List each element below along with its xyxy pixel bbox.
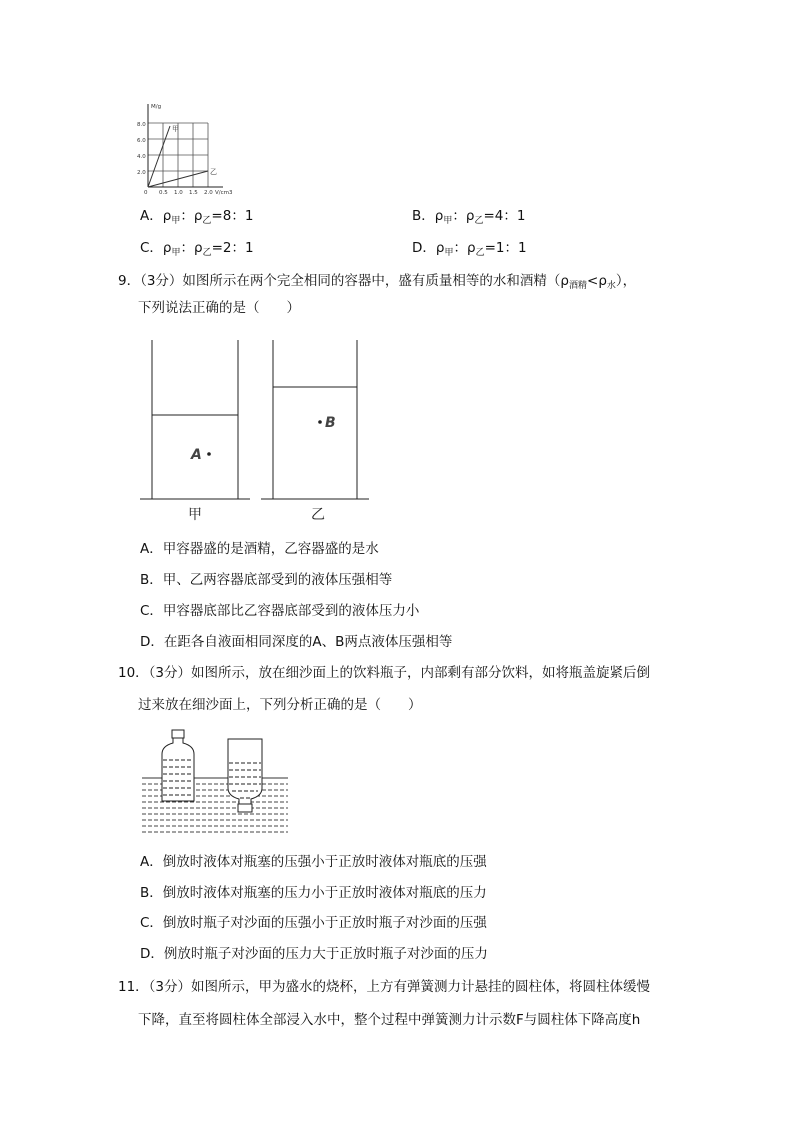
x-axis-label: V/cm3 — [215, 190, 233, 196]
q10-option-c[interactable]: C．倒放时瓶子对沙面的压强小于正放时瓶子对沙面的压强 — [140, 915, 487, 931]
line-jia — [148, 126, 170, 187]
container-label-jia: 甲 — [188, 507, 202, 523]
y-axis-label: M/g — [151, 104, 162, 110]
container-label-yi: 乙 — [311, 507, 325, 523]
question-10-stem-line2: 过来放在细沙面上，下列分析正确的是（ ） — [138, 697, 422, 713]
q10-option-b[interactable]: B．倒放时液体对瓶塞的压力小于正放时液体对瓶底的压力 — [140, 885, 487, 901]
x-tick-label: 1.5 — [189, 190, 198, 196]
option-d[interactable]: D．$\rho_甲$：$\rho_乙=1$：1 — [412, 240, 527, 258]
point-a-label: A — [191, 447, 202, 463]
q9-option-a[interactable]: A．甲容器盛的是酒精，乙容器盛的是水 — [140, 541, 379, 557]
two-containers-figure — [140, 336, 370, 526]
q9-option-b[interactable]: B．甲、乙两容器底部受到的液体压强相等 — [140, 572, 393, 588]
bottles-on-sand-figure — [140, 726, 290, 840]
x-tick-label: 1.0 — [174, 190, 183, 196]
question-11-stem-line2: 下降，直至将圆柱体全部浸入水中，整个过程中弹簧测力计示数F与圆柱体下降高度h — [138, 1012, 641, 1028]
q10-option-d[interactable]: D．例放时瓶子对沙面的压力大于正放时瓶子对沙面的压力 — [140, 946, 488, 962]
y-tick-label: 4.0 — [137, 154, 146, 160]
question-9-stem-line1: 9．（3分）如图所示在两个完全相同的容器中，盛有质量相等的水和酒精$(\rho_{酒精}<\rho_水)$， — [118, 273, 637, 291]
x-tick-label: 2.0 — [204, 190, 213, 196]
point-b-label: B — [325, 415, 336, 431]
bottle-upright — [162, 738, 194, 801]
y-tick-label: 8.0 — [137, 122, 146, 128]
cap-inverted — [238, 804, 252, 812]
q10-option-a[interactable]: A．倒放时液体对瓶塞的压强小于正放时液体对瓶底的压强 — [140, 854, 487, 870]
question-11-stem-line1: 11．（3分）如图所示，甲为盛水的烧杯，上方有弹簧测力计悬挂的圆柱体，将圆柱体缓慢 — [118, 979, 651, 995]
q9-option-c[interactable]: C．甲容器底部比乙容器底部受到的液体压力小 — [140, 603, 420, 619]
question-9-stem-line2: 下列说法正确的是（ ） — [138, 300, 300, 316]
point-b-dot — [318, 420, 322, 424]
mass-volume-graph — [135, 98, 245, 198]
x-tick-label: 0.5 — [159, 190, 168, 196]
y-tick-label: 6.0 — [137, 138, 146, 144]
q9-option-d[interactable]: D．在距各自液面相同深度的A、B两点液体压强相等 — [140, 634, 453, 650]
y-tick-label: 2.0 — [137, 170, 146, 176]
bottle-inverted — [228, 739, 262, 804]
cap-upright — [172, 730, 184, 738]
line-label-jia: 甲 — [172, 125, 179, 133]
option-c[interactable]: C．$\rho_甲$：$\rho_乙=2$：1 — [140, 240, 254, 258]
question-10-stem-line1: 10．（3分）如图所示，放在细沙面上的饮料瓶子，内部剩有部分饮料，如将瓶盖旋紧后倒 — [118, 665, 651, 681]
option-a[interactable]: A．$\rho_甲$：$\rho_乙=8$：1 — [140, 208, 254, 226]
line-label-yi: 乙 — [210, 168, 217, 176]
point-a-dot — [207, 452, 211, 456]
origin-label: 0 — [144, 190, 148, 196]
option-b[interactable]: B．$\rho_甲$：$\rho_乙=4$：1 — [412, 208, 526, 226]
